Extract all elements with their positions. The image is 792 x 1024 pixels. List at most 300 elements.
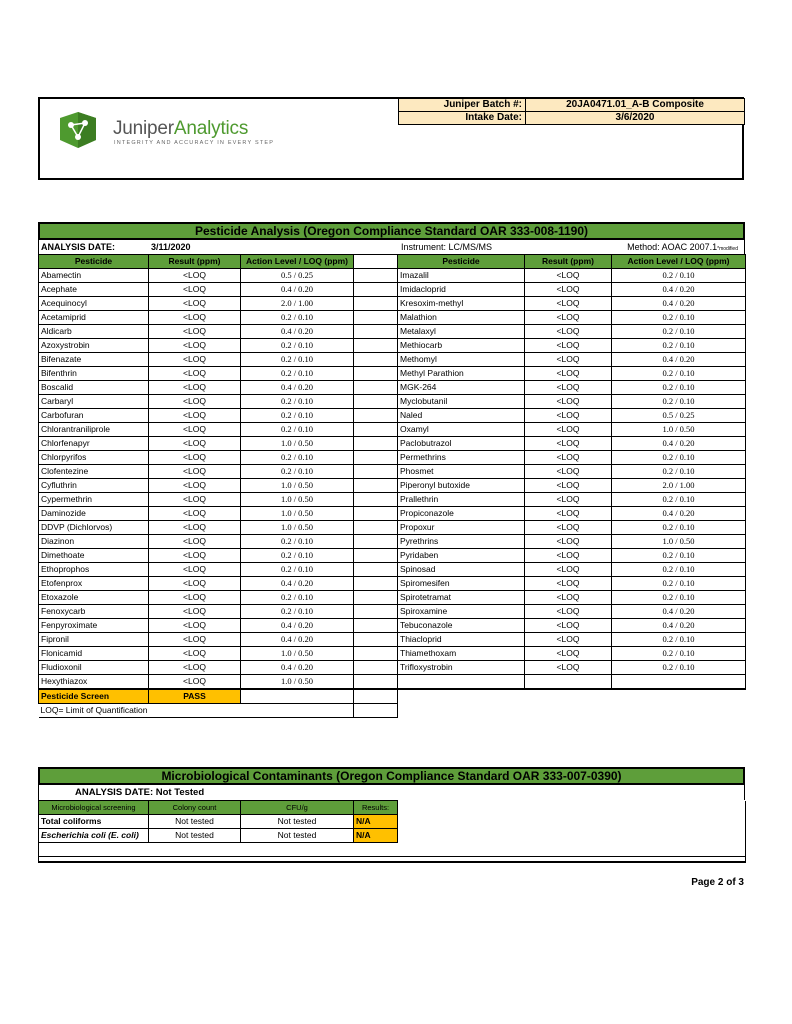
pesticide-action-level: 2.0 / 1.00 [241,297,354,311]
pesticide-name: Cyfluthrin [39,479,149,493]
pesticide-result: <LOQ [525,325,612,339]
pesticide-result: <LOQ [525,577,612,591]
spacer-cell [354,339,398,353]
pesticide-name: Metalaxyl [398,325,525,339]
pesticide-name: Bifenthrin [39,367,149,381]
pesticide-name: Spiromesifen [398,577,525,591]
pesticide-header-row [39,255,746,269]
pesticide-result: <LOQ [149,409,241,423]
pesticide-name: Prallethrin [398,493,525,507]
empty-cell [398,829,746,843]
pesticide-result: <LOQ [525,269,612,283]
pesticide-result: <LOQ [149,661,241,675]
batch-label: Juniper Batch #: [399,99,526,112]
spacer-cell [354,479,398,493]
pesticide-action-level: 0.2 / 0.10 [241,423,354,437]
spacer-cell [354,381,398,395]
micro-col-colony: Colony count [149,801,241,815]
pesticide-result: <LOQ [525,605,612,619]
pesticide-action-level: 0.4 / 0.20 [241,283,354,297]
pesticide-row [39,325,746,339]
pesticide-name: Clofentezine [39,465,149,479]
micro-col-screening: Microbiological screening [39,801,149,815]
pesticide-action-level: 0.4 / 0.20 [241,325,354,339]
pesticide-name: Acetamiprid [39,311,149,325]
pesticide-name: Kresoxim-methyl [398,297,525,311]
pesticide-action-level: 0.2 / 0.10 [241,465,354,479]
pesticide-row [39,521,746,535]
loq-note: LOQ= Limit of Quantification [39,704,354,718]
empty-cell [39,843,746,857]
pesticide-name: Carbaryl [39,395,149,409]
pesticide-row [39,297,746,311]
pesticide-name: Trifloxystrobin [398,661,525,675]
pesticide-row [39,535,746,549]
pesticide-result: <LOQ [525,423,612,437]
col-header-action-left: Action Level / LOQ (ppm) [241,255,354,269]
pesticide-action-level: 1.0 / 0.50 [612,535,746,549]
pesticide-row [39,675,746,689]
spacer-cell [354,493,398,507]
pesticide-row [39,269,746,283]
micro-header-row [39,801,746,815]
col-header-pesticide-left: Pesticide [39,255,149,269]
pesticide-result: <LOQ [525,339,612,353]
pesticide-result: <LOQ [149,507,241,521]
pesticide-result: <LOQ [525,353,612,367]
pesticide-action-level: 0.2 / 0.10 [612,339,746,353]
pesticide-name: Pyridaben [398,549,525,563]
pesticide-row [39,465,746,479]
pesticide-name: Diazinon [39,535,149,549]
pesticide-action-level: 0.2 / 0.10 [241,353,354,367]
micro-row [39,815,746,829]
pesticide-row [39,507,746,521]
pesticide-result: <LOQ [149,549,241,563]
logo-tagline: INTEGRITY AND ACCURACY IN EVERY STEP [114,140,275,146]
pesticide-name: DDVP (Dichlorvos) [39,521,149,535]
method-text: Method: AOAC 2007.1 [627,242,718,252]
micro-row-colony: Not tested [149,815,241,829]
pesticide-row [39,423,746,437]
pesticide-action-level: 0.4 / 0.20 [612,507,746,521]
pesticide-result: <LOQ [149,535,241,549]
pesticide-name: Imazalil [398,269,525,283]
pesticide-result: <LOQ [525,591,612,605]
pesticide-action-level: 0.2 / 0.10 [612,633,746,647]
spacer-cell [354,521,398,535]
pesticide-action-level: 0.2 / 0.10 [241,409,354,423]
micro-col-cfu: CFU/g [241,801,354,815]
loq-note-row [39,704,746,718]
pesticide-action-level: 0.2 / 0.10 [241,311,354,325]
pesticide-row [39,577,746,591]
pesticide-name: Bifenazate [39,353,149,367]
pesticide-action-level: 0.2 / 0.10 [612,381,746,395]
spacer-cell [354,409,398,423]
pesticide-result: <LOQ [525,409,612,423]
pesticide-result: <LOQ [149,479,241,493]
spacer-cell [354,451,398,465]
empty-cell [398,704,746,718]
spacer-cell [354,577,398,591]
pesticide-result: <LOQ [149,605,241,619]
micro-row-name: Escherichia coli (E. coli) [39,829,149,843]
pesticide-name: Acephate [39,283,149,297]
pesticide-name: Oxamyl [398,423,525,437]
pesticide-result: <LOQ [149,465,241,479]
pesticide-result: <LOQ [149,521,241,535]
pesticide-action-level: 0.2 / 0.10 [612,521,746,535]
pesticide-action-level: 2.0 / 1.00 [612,479,746,493]
col-header-result-right: Result (ppm) [525,255,612,269]
method-suffix: *modified [717,246,738,252]
pesticide-action-level: 1.0 / 0.50 [241,647,354,661]
pesticide-action-level: 0.2 / 0.10 [612,451,746,465]
pesticide-action-level: 0.2 / 0.10 [612,465,746,479]
spacer-cell [354,423,398,437]
pesticide-action-level: 1.0 / 0.50 [241,507,354,521]
pesticide-action-level: 0.2 / 0.10 [612,395,746,409]
spacer-cell [354,325,398,339]
pesticide-name: Fipronil [39,633,149,647]
pesticide-action-level: 0.4 / 0.20 [612,437,746,451]
pesticide-result: <LOQ [149,577,241,591]
micro-bottom-row [39,857,746,863]
pesticide-action-level: 0.2 / 0.10 [241,549,354,563]
pesticide-name: Hexythiazox [39,675,149,689]
pesticide-result: <LOQ [149,591,241,605]
pesticide-screen-label: Pesticide Screen [39,690,149,704]
page-number: Page 2 of 3 [691,877,744,888]
empty-cell [612,675,746,689]
pesticide-name: Cypermethrin [39,493,149,507]
pesticide-row [39,409,746,423]
pesticide-result: <LOQ [149,493,241,507]
pesticide-result: <LOQ [149,423,241,437]
spacer-cell [354,465,398,479]
pesticide-action-level: 0.2 / 0.10 [612,367,746,381]
spacer-cell [354,633,398,647]
pesticide-result: <LOQ [525,507,612,521]
pesticide-name: Acequinocyl [39,297,149,311]
pesticide-result: <LOQ [149,675,241,689]
pesticide-row [39,437,746,451]
pesticide-action-level: 0.4 / 0.20 [612,297,746,311]
pesticide-result: <LOQ [149,647,241,661]
spacer-cell [354,437,398,451]
pesticide-result: <LOQ [525,619,612,633]
pesticide-result: <LOQ [525,381,612,395]
pesticide-result: <LOQ [525,395,612,409]
pesticide-name: Fenpyroximate [39,619,149,633]
pesticide-row [39,549,746,563]
pesticide-result: <LOQ [149,269,241,283]
pesticide-row [39,451,746,465]
micro-row-cfu: Not tested [241,815,354,829]
pesticide-name: Daminozide [39,507,149,521]
pesticide-name: Imidacloprid [398,283,525,297]
pesticide-row [39,633,746,647]
spacer-cell [354,563,398,577]
pesticide-action-level: 1.0 / 0.50 [241,675,354,689]
pesticide-result: <LOQ [149,451,241,465]
pesticide-name: Chlorantraniliprole [39,423,149,437]
pesticide-result: <LOQ [525,283,612,297]
analysis-date-value: 3/11/2020 [151,242,191,252]
pesticide-name: Spinosad [398,563,525,577]
spacer-cell [354,507,398,521]
pesticide-result: <LOQ [149,283,241,297]
pesticide-row [39,493,746,507]
spacer-cell [354,367,398,381]
pesticide-name: Phosmet [398,465,525,479]
empty-cell [241,690,354,704]
pesticide-action-level: 0.2 / 0.10 [612,661,746,675]
pesticide-result: <LOQ [149,619,241,633]
empty-cell [39,857,746,863]
pesticide-result: <LOQ [149,367,241,381]
pesticide-row [39,661,746,675]
pesticide-name: Thiamethoxam [398,647,525,661]
pesticide-result: <LOQ [149,395,241,409]
pesticide-action-level: 0.4 / 0.20 [612,605,746,619]
pesticide-action-level: 1.0 / 0.50 [612,423,746,437]
pesticide-action-level: 0.4 / 0.20 [612,353,746,367]
pesticide-action-level: 0.2 / 0.10 [612,269,746,283]
pesticide-result: <LOQ [525,563,612,577]
pesticide-name: Spirotetramat [398,591,525,605]
pesticide-row [39,619,746,633]
empty-cell [398,690,746,704]
pesticide-name: Tebuconazole [398,619,525,633]
pesticide-result: <LOQ [149,437,241,451]
pesticide-name: Myclobutanil [398,395,525,409]
method-label [627,240,738,256]
empty-cell [354,704,398,718]
pesticide-name: Methomyl [398,353,525,367]
pesticide-name: MGK-264 [398,381,525,395]
pesticide-action-level: 1.0 / 0.50 [241,437,354,451]
micro-section [38,767,745,863]
col-header-action-right: Action Level / LOQ (ppm) [612,255,746,269]
pesticide-action-level: 0.2 / 0.10 [612,563,746,577]
empty-cell [354,690,398,704]
pesticide-result: <LOQ [525,633,612,647]
pesticide-action-level: 0.2 / 0.10 [241,367,354,381]
pesticide-action-level: 0.2 / 0.10 [612,311,746,325]
empty-cell [525,675,612,689]
pesticide-name: Thiacloprid [398,633,525,647]
pesticide-name: Malathion [398,311,525,325]
pesticide-result: <LOQ [149,311,241,325]
pesticide-result: <LOQ [525,451,612,465]
pesticide-result: <LOQ [149,297,241,311]
intake-label: Intake Date: [399,112,526,125]
pesticide-row [39,353,746,367]
pesticide-row [39,395,746,409]
micro-title: Microbiological Contaminants (Oregon Compliance Standard OAR 333-007-0390) [38,767,745,785]
pesticide-result: <LOQ [149,339,241,353]
micro-row-result: N/A [354,829,398,843]
pesticide-name: Flonicamid [39,647,149,661]
pesticide-name: Paclobutrazol [398,437,525,451]
pesticide-name: Abamectin [39,269,149,283]
pesticide-action-level: 0.4 / 0.20 [241,619,354,633]
micro-row-colony: Not tested [149,829,241,843]
pesticide-action-level: 1.0 / 0.50 [241,479,354,493]
pesticide-result: <LOQ [525,647,612,661]
pesticide-screen-result: PASS [149,690,241,704]
pesticide-action-level: 0.5 / 0.25 [241,269,354,283]
pesticide-result: <LOQ [525,367,612,381]
pesticide-name: Fludioxonil [39,661,149,675]
logo-name-juniper: Juniper [113,118,174,139]
spacer-cell [354,647,398,661]
analysis-date-label: ANALYSIS DATE: [41,242,116,252]
micro-row-name: Total coliforms [39,815,149,829]
pesticide-action-level: 0.2 / 0.10 [241,339,354,353]
spacer-cell [354,311,398,325]
pesticide-name: Spiroxamine [398,605,525,619]
empty-cell [398,675,525,689]
empty-cell [398,815,746,829]
pesticide-name: Chlorfenapyr [39,437,149,451]
pesticide-name: Piperonyl butoxide [398,479,525,493]
pesticide-result: <LOQ [525,549,612,563]
pesticide-row [39,283,746,297]
spacer-cell [354,549,398,563]
pesticide-result: <LOQ [525,437,612,451]
micro-analysis-date: ANALYSIS DATE: Not Tested [38,785,745,800]
pesticide-row [39,367,746,381]
pesticide-action-level: 0.2 / 0.10 [612,549,746,563]
pesticide-title: Pesticide Analysis (Oregon Compliance Standard OAR 333-008-1190) [38,222,745,240]
pesticide-name: Methyl Parathion [398,367,525,381]
pesticide-name: Permethrins [398,451,525,465]
pesticide-action-level: 0.4 / 0.20 [241,661,354,675]
pesticide-result: <LOQ [525,521,612,535]
pesticide-name: Propiconazole [398,507,525,521]
spacer-cell [354,605,398,619]
pesticide-name: Fenoxycarb [39,605,149,619]
empty-cell [398,801,746,815]
pesticide-footer-table [38,689,746,718]
pesticide-action-level: 0.2 / 0.10 [612,647,746,661]
spacer-cell [354,395,398,409]
pesticide-name: Propoxur [398,521,525,535]
spacer-cell [354,269,398,283]
spacer-cell [354,619,398,633]
pesticide-row [39,563,746,577]
pesticide-action-level: 0.2 / 0.10 [241,563,354,577]
micro-row-cfu: Not tested [241,829,354,843]
pesticide-row [39,591,746,605]
pesticide-result: <LOQ [149,633,241,647]
pesticide-action-level: 0.5 / 0.25 [612,409,746,423]
pesticide-action-level: 0.4 / 0.20 [612,619,746,633]
pesticide-name: Naled [398,409,525,423]
pesticide-action-level: 0.4 / 0.20 [241,381,354,395]
pesticide-section [38,222,745,718]
pesticide-name: Dimethoate [39,549,149,563]
pesticide-action-level: 0.2 / 0.10 [612,591,746,605]
batch-value: 20JA0471.01_A-B Composite [526,99,745,112]
pesticide-result: <LOQ [525,479,612,493]
pesticide-name: Aldicarb [39,325,149,339]
logo-name-analytics: Analytics [173,118,249,139]
intake-value: 3/6/2020 [526,112,745,125]
pesticide-name: Methiocarb [398,339,525,353]
col-header-pesticide-right: Pesticide [398,255,525,269]
pesticide-result: <LOQ [525,661,612,675]
spacer-cell [354,283,398,297]
spacer-cell [354,591,398,605]
batch-info-table [398,98,745,125]
pesticide-info-row [38,240,745,254]
pesticide-action-level: 0.2 / 0.10 [612,493,746,507]
pesticide-result: <LOQ [525,493,612,507]
micro-table [38,800,746,863]
instrument-label: Instrument: LC/MS/MS [401,242,493,252]
pesticide-action-level: 0.4 / 0.20 [241,633,354,647]
pesticide-name: Etoxazole [39,591,149,605]
pesticide-result: <LOQ [149,325,241,339]
logo-wordmark [113,118,248,140]
pesticide-name: Chlorpyrifos [39,451,149,465]
pesticide-row [39,311,746,325]
pesticide-action-level: 0.4 / 0.20 [612,283,746,297]
pesticide-name: Etofenprox [39,577,149,591]
pesticide-result: <LOQ [525,465,612,479]
spacer-cell [354,675,398,689]
pesticide-result: <LOQ [525,297,612,311]
pesticide-table [38,254,746,689]
pesticide-row [39,647,746,661]
pesticide-action-level: 0.2 / 0.10 [612,325,746,339]
pesticide-row [39,381,746,395]
pesticide-result: <LOQ [149,563,241,577]
spacer-cell [354,297,398,311]
pesticide-result: <LOQ [525,311,612,325]
pesticide-action-level: 0.2 / 0.10 [241,395,354,409]
pesticide-action-level: 1.0 / 0.50 [241,521,354,535]
pesticide-action-level: 0.2 / 0.10 [612,577,746,591]
pesticide-result: <LOQ [149,381,241,395]
pesticide-row [39,479,746,493]
pesticide-name: Carbofuran [39,409,149,423]
pesticide-result: <LOQ [525,535,612,549]
micro-spacer-row [39,843,746,857]
pesticide-result: <LOQ [149,353,241,367]
pesticide-action-level: 0.2 / 0.10 [241,605,354,619]
micro-row [39,829,746,843]
pesticide-action-level: 0.2 / 0.10 [241,535,354,549]
pesticide-name: Ethoprophos [39,563,149,577]
pesticide-action-level: 0.2 / 0.10 [241,451,354,465]
pesticide-name: Boscalid [39,381,149,395]
pesticide-name: Pyrethrins [398,535,525,549]
spacer-cell [354,255,398,269]
pesticide-action-level: 1.0 / 0.50 [241,493,354,507]
col-header-result-left: Result (ppm) [149,255,241,269]
pesticide-screen-row [39,690,746,704]
spacer-cell [354,353,398,367]
spacer-cell [354,661,398,675]
spacer-cell [354,535,398,549]
micro-row-result: N/A [354,815,398,829]
pesticide-name: Azoxystrobin [39,339,149,353]
